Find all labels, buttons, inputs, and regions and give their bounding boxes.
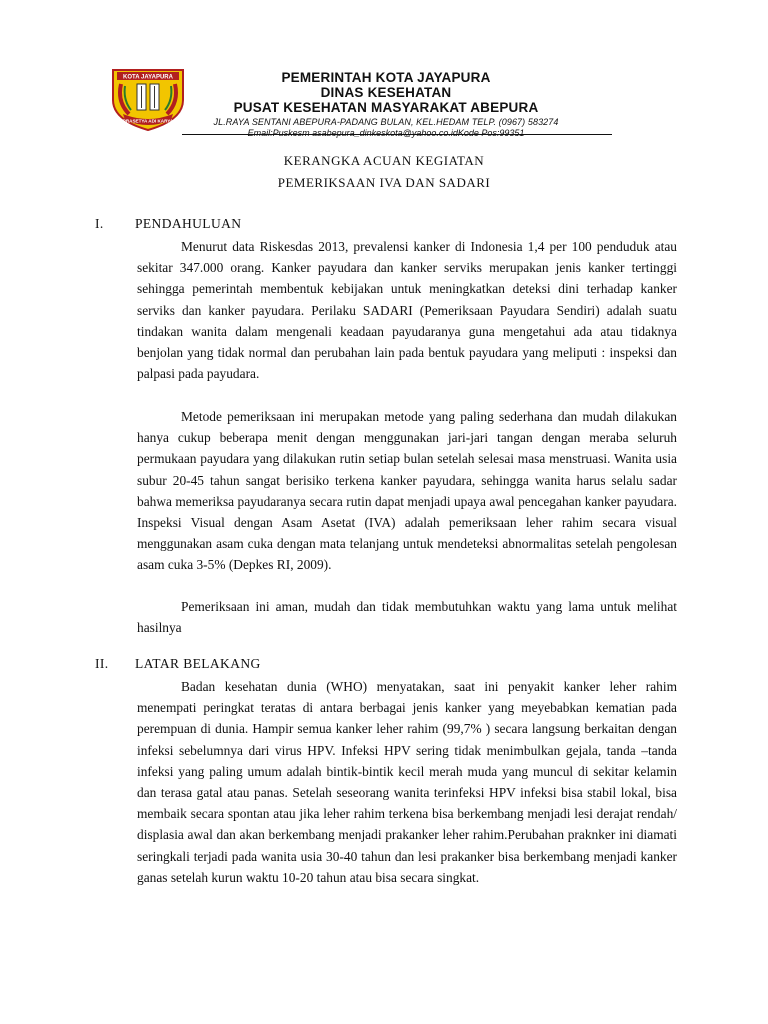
city-emblem-logo [107, 66, 189, 132]
svg-text:KOTA JAYAPURA: KOTA JAYAPURA [123, 74, 173, 81]
address-line: JL.RAYA SENTANI ABEPURA-PADANG BULAN, KEL.HEDAM TELP. (0967) 583274 [213, 117, 559, 127]
email-postal-line: Email:Puskesm asabepura_dinkeskota@yahoo.co.idKode Pos:99351 [247, 128, 525, 138]
department-name: DINAS KESEHATAN [320, 85, 452, 100]
paragraph: Badan kesehatan dunia (WHO) menyatakan, saat ini penyakit kanker leher rahim menempati peringkat teratas di antara berbagai jenis kanker yang meyebabkan kematian pada perempuan di dunia. Hampir semua kanker leher rahim (99,7% ) secara langsung berkaitan dengan infeksi sebelumnya dari virus HPV. Infeksi HPV sering tidak menimbulkan gejala, tanda –tanda infeksi yang paling umum adalah bintik-bintik kecil merah muda yang muncul di sekitar kelamin dan terasa gatal atau panas. Setelah seseorang wanita terinfeksi HPV infeksi bisa stabil lokal, bisa membaik secara spontan atau jika leher rahim terkena bisa berkembang menjadi lesi derajat rendah/ displasia awal dan akan berkembang menjadi prakanker leher rahim.Perubahan praknker ini diamati seringkali terjadi pada wanita usia 30-40 tahun dan lesi prakanker bisa berkembang menjadi kanker ganas setelah kurun waktu 10-20 tahun atau bisa secara singkat. [137, 679, 677, 885]
health-center-name: PUSAT KESEHATAN MASYARAKAT ABEPURA [233, 100, 539, 115]
government-name: PEMERINTAH KOTA JAYAPURA [281, 70, 491, 85]
document-subtitle: PEMERIKSAAN IVA DAN SADARI [277, 175, 491, 190]
section-title: PENDAHULUAN [135, 216, 242, 231]
svg-text:PRASETYA ADI KARYA: PRASETYA ADI KARYA [122, 118, 174, 124]
paragraph: Metode pemeriksaan ini merupakan metode yang paling sederhana dan mudah dilakukan hanya cukup beberapa menit dengan menggunakan jari-jari tangan dengan meraba seluruh permukaan payudara yang dilakukan rutin setiap bulan setelah selesai masa menstruasi. Wanita usia subur 20-45 tahun sangat berisiko terkena kanker payudara, sehingga wanita harus selalu sadar bahwa memeriksa payudaranya secara rutin dapat menjadi upaya awal pencegahan kanker payudara. Inspeksi Visual dengan Asam Asetat (IVA) adalah pemeriksaan leher rahim secara visual menggunakan asam cuka dengan mata telanjang untuk mendeteksi abnormalitas setelah pengolesan asam cuka 3-5% (Depkes RI, 2009). [137, 409, 677, 573]
section-number: I. [95, 216, 104, 231]
letterhead-text [196, 70, 576, 139]
paragraph: Pemeriksaan ini aman, mudah dan tidak membutuhkan waktu yang lama untuk melihat hasilnya [137, 599, 677, 636]
paragraph: Menurut data Riskesdas 2013, prevalensi kanker di Indonesia 1,4 per 100 penduduk atau sekitar 347.000 orang. Kanker payudara dan kanker serviks merupakan jenis kanker tertinggi sehingga pemerintah membentuk kebijakan untuk meningkatkan deteksi dini terhadap kanker serviks dan kanker payudara. Perilaku SADARI (Pemeriksaan Payudara Sendiri) adalah suatu tindakan wanita dalam mengenali keadaan payudaranya guna mengetahui ada atau tidaknya benjolan yang tidak normal dan perubahan lain pada bentuk payudara yang meliputi : inspeksi dan palpasi pada payudara. [137, 239, 677, 382]
letterhead-divider [182, 134, 612, 135]
document-title: KERANGKA ACUAN KEGIATAN [283, 153, 485, 168]
letterhead [0, 0, 768, 150]
section-number: II. [95, 656, 109, 671]
section-title: LATAR BELAKANG [135, 656, 261, 671]
